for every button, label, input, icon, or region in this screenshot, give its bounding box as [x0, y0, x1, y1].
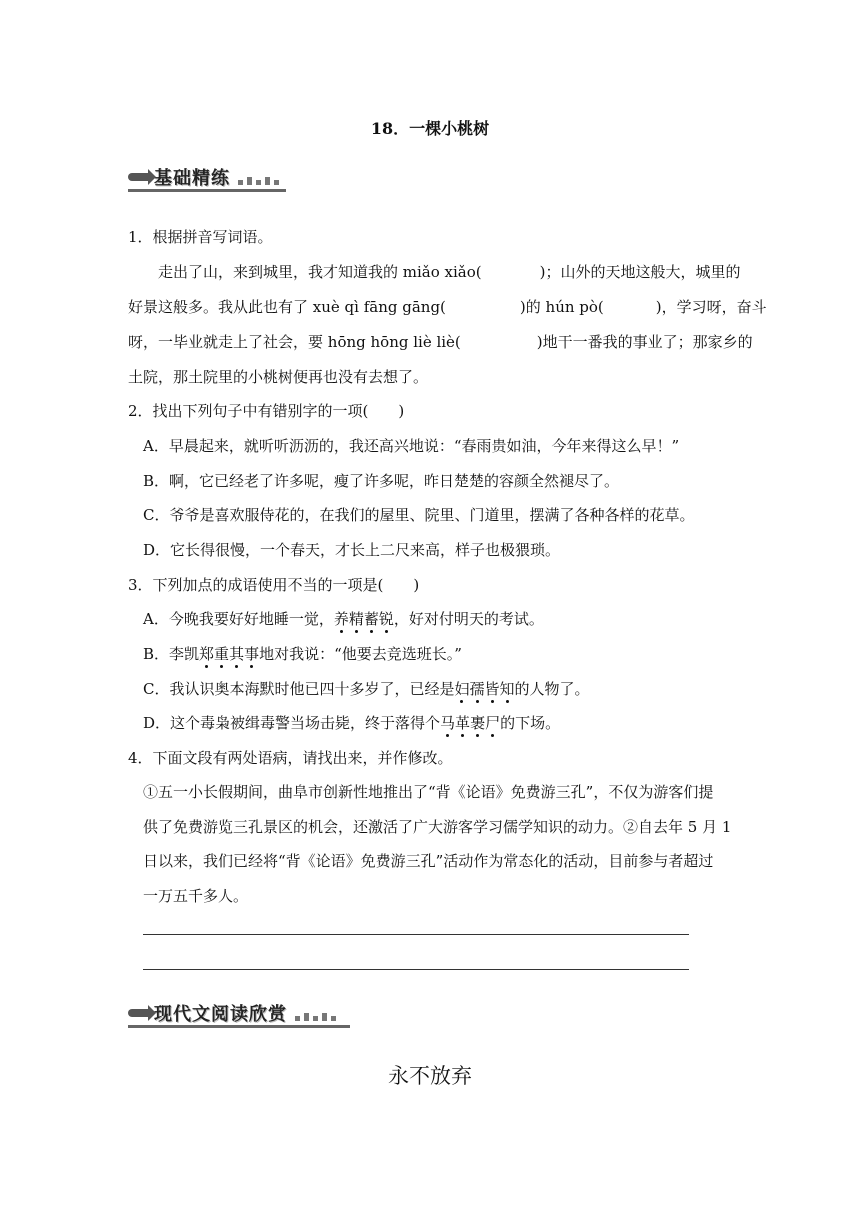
text-span: )，学习呀，奋斗 [655, 298, 767, 316]
question-4-stem: 4．下面文段有两处语病，请找出来，并作修改。 [128, 749, 453, 767]
pinyin-prompt: xuè qì fāng gāng( [312, 298, 446, 316]
dotted-char: 马 [440, 714, 456, 732]
question-3-option-c[interactable] [143, 679, 590, 699]
text-span: 的下场。 [500, 714, 561, 732]
question-1-stem: 1．根据拼音写词语。 [128, 228, 273, 246]
dotted-char: 裹 [470, 714, 486, 732]
essay-title: 永不放弃 [388, 1064, 472, 1088]
arrow-icon [128, 173, 150, 181]
text-span: 呀，一毕业就走上了社会，要 [128, 333, 328, 351]
dotted-idiom [334, 610, 394, 628]
question-1-line-2 [128, 297, 767, 317]
dotted-idiom [440, 714, 500, 732]
section-banner-basic [128, 164, 288, 190]
question-1-line-1 [158, 262, 741, 282]
text-span: ，好对付明天的考试。 [393, 610, 544, 628]
text-span: B．李凯 [143, 645, 200, 663]
dotted-char: 精 [348, 610, 364, 628]
question-2-option-d[interactable]: D．它长得很慢，一个春天，才长上二尺来高，样子也极猥琐。 [143, 541, 561, 559]
dotted-char: 孺 [469, 680, 485, 698]
dotted-char: 重 [214, 645, 230, 663]
text-span: )的 [519, 298, 546, 316]
decor-dots-icon [238, 169, 279, 185]
dotted-char: 蓄 [363, 610, 379, 628]
question-1-line-4: 土院，那土院里的小桃树便再也没有去想了。 [128, 368, 429, 386]
question-3-option-b[interactable] [143, 644, 462, 664]
dotted-char: 锐 [378, 610, 394, 628]
section-label: 基础精练 [154, 168, 230, 189]
question-3-stem: 3．下列加点的成语使用不当的一项是( ) [128, 576, 420, 594]
pinyin-prompt: hōng hōng liè liè( [327, 333, 461, 351]
text-span: C．我认识奥本海默时他已四十多岁了，已经是 [143, 680, 455, 698]
text-span: )；山外的天地这般大，城里的 [539, 263, 741, 281]
question-4-paragraph-line: 日以来，我们已经将“背《论语》免费游三孔”活动作为常态化的活动，目前参与者超过 [143, 852, 714, 870]
text-span: 地对我说：“他要去竞选班长。” [259, 645, 462, 663]
text-span: D．这个毒枭被缉毒警当场击毙，终于落得个 [143, 714, 441, 732]
dotted-char: 其 [229, 645, 245, 663]
question-2-option-b[interactable]: B．啊，它已经老了许多呢，瘦了许多呢，昨日楚楚的容颜全然褪尽了。 [143, 472, 620, 490]
text-span: 好景这般多。我从此也有了 [128, 298, 313, 316]
question-3-option-a[interactable] [143, 609, 544, 629]
section-label: 现代文阅读欣赏 [154, 1004, 287, 1025]
banner-rule [128, 1025, 350, 1028]
question-2-option-a[interactable]: A．早晨起来，就听听沥沥的，我还高兴地说：“春雨贵如油，今年来得这么早！” [143, 437, 680, 455]
dotted-char: 尸 [485, 714, 501, 732]
decor-dots-icon [295, 1005, 336, 1021]
question-3-option-d[interactable] [143, 713, 560, 733]
page-title: 18．一棵小桃树 [370, 119, 490, 138]
dotted-char: 革 [455, 714, 471, 732]
question-2-stem: 2．找出下列句子中有错别字的一项( ) [128, 402, 405, 420]
dotted-idiom [199, 645, 259, 663]
text-span: 的人物了。 [514, 680, 590, 698]
text-span: 走出了山，来到城里，我才知道我的 [158, 263, 403, 281]
dotted-idiom [454, 680, 514, 698]
dotted-char: 皆 [484, 680, 500, 698]
question-2-option-c[interactable]: C．爷爷是喜欢服侍花的，在我们的屋里、院里、门道里，摆满了各种各样的花草。 [143, 506, 695, 524]
answer-line[interactable] [143, 934, 689, 935]
dotted-char: 郑 [199, 645, 215, 663]
question-4-paragraph-line: 供了免费游览三孔景区的机会，还激活了广大游客学习儒学知识的动力。②自去年 5 月 1 [143, 818, 732, 836]
dotted-char: 知 [499, 680, 515, 698]
text-span: A．今晚我要好好地睡一觉， [143, 610, 334, 628]
text-span: )地干一番我的事业了；那家乡的 [536, 333, 753, 351]
question-4-paragraph-line: 一万五千多人。 [143, 887, 249, 905]
arrow-icon [128, 1009, 150, 1017]
dotted-char: 事 [244, 645, 260, 663]
pinyin-prompt: hún pò( [545, 298, 604, 316]
dotted-char: 养 [333, 610, 349, 628]
banner-rule [128, 189, 286, 192]
question-1-line-3 [128, 332, 753, 352]
dotted-char: 妇 [454, 680, 470, 698]
question-4-paragraph-line: ①五一小长假期间，曲阜市创新性地推出了“背《论语》免费游三孔”，不仅为游客们提 [143, 783, 714, 801]
answer-line[interactable] [143, 969, 689, 970]
section-banner-reading [128, 1000, 352, 1026]
pinyin-prompt: miǎo xiǎo( [402, 263, 482, 281]
